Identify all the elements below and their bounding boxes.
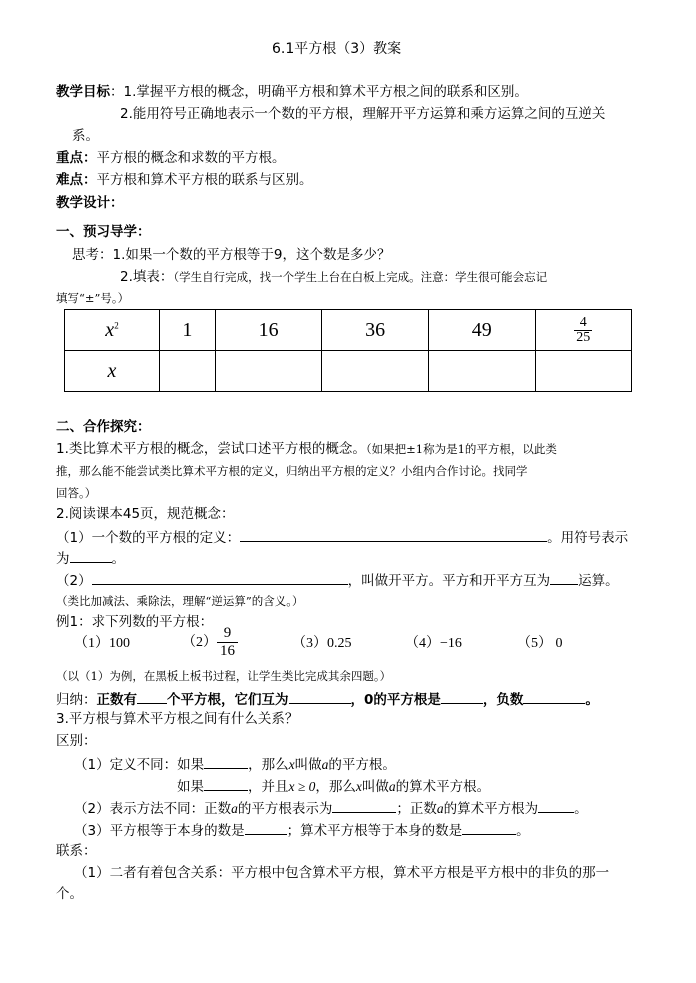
- item-text: ，那么: [315, 779, 356, 795]
- think-question-1: 思考：1.如果一个数的平方根等于9，这个数是多少？: [72, 247, 391, 263]
- connection-item-1: （1）二者有着包含关系：平方根中包含算术平方根，算术平方根是平方根中的非负的那一: [74, 865, 610, 881]
- fraction-numerator: 4: [579, 314, 587, 330]
- para-1: [56, 440, 557, 458]
- var-x: x: [288, 757, 295, 772]
- answer-blank[interactable]: [240, 527, 547, 542]
- table-row: [65, 310, 632, 351]
- difficult-point: [56, 171, 313, 189]
- item-text: 叫做: [294, 757, 322, 773]
- item-text: （2）: [56, 573, 92, 589]
- example-item: （1）100: [74, 636, 130, 651]
- para-2-item-1-cont: [56, 548, 125, 568]
- think-question-2: [120, 268, 547, 286]
- var-a: a: [321, 757, 329, 772]
- summary-text: 正数有: [96, 692, 137, 708]
- item-text: 为: [56, 551, 70, 567]
- summary-text: 。: [585, 692, 599, 708]
- answer-blank[interactable]: [332, 798, 396, 813]
- fill-table-note: （学生自行完成，找一个学生上台在白板上完成。注意：学生很可能会忘记: [173, 270, 548, 284]
- table-cell: 1: [160, 310, 216, 351]
- table-row: [65, 351, 632, 392]
- table-cell: [160, 351, 216, 392]
- example-item: （3）0.25: [292, 636, 352, 651]
- summary: [56, 689, 599, 709]
- difference-heading: 区别：: [56, 733, 97, 749]
- teaching-goals-line-3: 系。: [72, 128, 99, 144]
- table-cell: 36: [322, 310, 429, 351]
- answer-blank[interactable]: [550, 570, 578, 585]
- table-cell: [65, 351, 160, 392]
- var-a: a: [231, 801, 238, 816]
- goals-item-1: ：1.掌握平方根的概念，明确平方根和算术平方根之间的联系和区别。: [110, 84, 528, 100]
- fraction-numerator: 9: [223, 625, 232, 642]
- answer-blank[interactable]: [92, 570, 348, 585]
- difference-item-1-cont: [177, 776, 490, 796]
- example-item-label: （4）: [405, 636, 440, 651]
- condition: x ≥ 0: [288, 779, 316, 794]
- item-text: （3）平方根等于本身的数是: [74, 823, 245, 839]
- answer-blank[interactable]: [538, 798, 574, 813]
- item-text: （1）定义不同：如果: [74, 757, 205, 773]
- answer-blank[interactable]: [523, 689, 585, 704]
- item-text: 叫做: [361, 779, 389, 795]
- exponent: 2: [114, 319, 119, 330]
- summary-text: ，0的平方根是: [350, 692, 441, 708]
- item-text: ，并且: [248, 779, 289, 795]
- para-2: 2.阅读课本45页，规范概念：: [56, 506, 235, 522]
- item-text: 的算术平方根为: [443, 801, 539, 817]
- var-a: a: [388, 779, 396, 794]
- item-text: 的平方根表示为: [237, 801, 333, 817]
- item-text: 运算。: [578, 573, 619, 589]
- table-cell: 16: [215, 310, 322, 351]
- fraction: [574, 316, 592, 345]
- square-root-table: [64, 309, 632, 392]
- x-var: x: [107, 359, 117, 382]
- example-item-label: （2）: [182, 635, 217, 650]
- item-text: 。: [574, 801, 588, 817]
- item-text: 的算术平方根。: [395, 779, 491, 795]
- teaching-goals-line-2: 2.能用符号正确地表示一个数的平方根，理解开平方运算和乘方运算之间的互逆关: [120, 106, 606, 122]
- para-1-note: （如果把±1称为是1的平方根，以此类: [365, 442, 557, 456]
- example-1: 例1：求下列数的平方根：: [56, 614, 214, 630]
- answer-blank[interactable]: [441, 689, 483, 704]
- para-1-note-2: 推，那么能不能尝试类比算术平方根的定义，归纳出平方根的定义？小组内合作讨论。找同学: [56, 464, 528, 478]
- item-text: 。: [516, 823, 530, 839]
- table-cell: 49: [428, 310, 535, 351]
- answer-blank[interactable]: [204, 776, 248, 791]
- para-2-item-1: [56, 527, 628, 547]
- para-3: 3.平方根与算术平方根之间有什么关系？: [56, 711, 299, 727]
- difficult-label: 难点：: [56, 172, 97, 188]
- item-text: ；正数: [396, 801, 437, 817]
- table-cell: [65, 310, 160, 351]
- table-cell: [215, 351, 322, 392]
- x-squared-var: x: [105, 318, 115, 341]
- item-text: 如果: [177, 779, 204, 795]
- key-text: 平方根的概念和求数的平方根。: [96, 150, 286, 166]
- var-a: a: [436, 801, 444, 816]
- item-text: 。用符号表示: [547, 530, 629, 546]
- key-label: 重点：: [56, 150, 97, 166]
- difficult-text: 平方根和算术平方根的联系与区别。: [96, 172, 313, 188]
- para-2-item-2: [56, 570, 619, 590]
- item-text: （2）表示方法不同：正数: [74, 801, 232, 817]
- fill-table-label: 2.填表：: [120, 269, 174, 285]
- section-1-heading: 一、预习导学：: [56, 224, 151, 240]
- answer-blank[interactable]: [204, 754, 248, 769]
- fraction: [217, 625, 238, 660]
- answer-blank[interactable]: [70, 548, 112, 563]
- summary-text: ，负数: [482, 692, 524, 708]
- fraction-denominator: 25: [576, 329, 591, 345]
- item-text: ；算术平方根等于本身的数是: [286, 823, 463, 839]
- fraction-denominator: 16: [217, 642, 238, 660]
- para-2-note: （类比加减法、乘除法，理解“逆运算”的含义。）: [56, 594, 304, 608]
- item-text: 。: [111, 551, 125, 567]
- answer-blank[interactable]: [245, 820, 287, 835]
- answer-blank[interactable]: [137, 689, 167, 704]
- item-text: ，叫做开平方。平方和开平方互为: [347, 573, 551, 589]
- para-1-text: 1.类比算术平方根的概念，尝试口述平方根的概念。: [56, 441, 366, 457]
- var-x: x: [355, 779, 362, 794]
- answer-blank[interactable]: [462, 820, 516, 835]
- goals-label: 教学目标: [56, 84, 110, 100]
- table-cell: [322, 351, 429, 392]
- difference-item-3: [74, 820, 530, 840]
- example-item: [405, 635, 462, 653]
- example-note: （以（1）为例，在黑板上板书过程，让学生类比完成其余四题。）: [56, 669, 392, 683]
- connection-item-1-cont: 个。: [56, 886, 83, 902]
- item-text: ，那么: [248, 757, 289, 773]
- answer-blank[interactable]: [289, 689, 351, 704]
- table-cell: [535, 310, 631, 351]
- example-item: [182, 625, 238, 661]
- item-text: （1）一个数的平方根的定义：: [56, 530, 241, 546]
- summary-text: 归纳：: [56, 692, 97, 708]
- teaching-goals-line-1: [56, 83, 528, 101]
- example-item: （5） 0: [517, 636, 563, 651]
- difference-item-1: [74, 754, 396, 774]
- connection-heading: 联系：: [56, 843, 97, 859]
- key-point: [56, 149, 286, 167]
- table-cell: [535, 351, 631, 392]
- table-cell: [428, 351, 535, 392]
- para-1-note-3: 回答。）: [56, 486, 97, 500]
- negative-number: −16: [440, 636, 462, 651]
- item-text: 的平方根。: [328, 757, 396, 773]
- fill-table-note-cont: 填写“±”号。）: [56, 291, 130, 305]
- section-2-heading: 二、合作探究：: [56, 419, 151, 435]
- difference-item-2: [74, 798, 588, 818]
- page-title: 6.1平方根（3）教案: [272, 41, 402, 57]
- summary-text: 个平方根，它们互为: [167, 692, 289, 708]
- design-heading: 教学设计：: [56, 195, 124, 211]
